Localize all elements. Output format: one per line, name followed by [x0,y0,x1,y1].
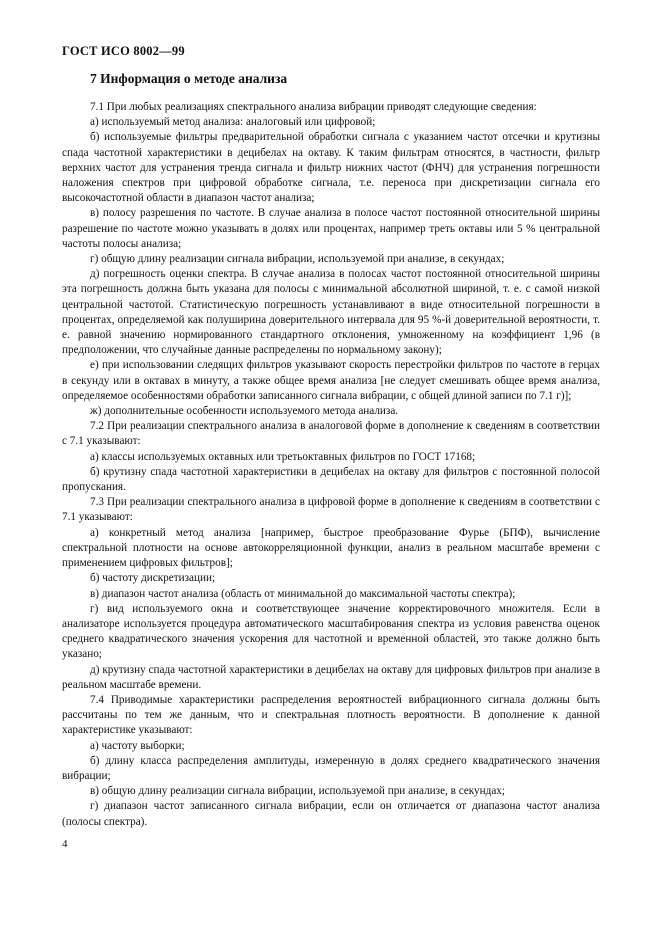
list-item: д) крутизну спада частотной характеристики в децибелах на октаву для цифровых фильтров при анализе в реальном масштабе времени. [62,663,600,691]
paragraph-7-1: 7.1 При любых реализациях спектрального анализа вибрации приводят следующие сведения: [90,101,537,113]
list-item: б) частоту дискретизации; [90,572,216,585]
list-item: а) частоту выборки; [90,739,185,752]
list-item: д) погрешность оценки спектра. В случае анализа в полосах частот постоянной относительной ширины эта погрешность должна быть указана для полосы с минимальной абсолютной шириной, т. е. с самой низкой центральной частотой. Статистическую погрешность устанавливают в виде относительной погрешности в процентах, определяемой как полуширина доверительного интервала для 95 %-й доверительной вероятности, т. е. равной значению нормированного стандартного отклонения, умноженному на коэффициент 1,96 (в предположении, что случайные данные распределены по нормальному закону); [62,268,600,357]
paragraph-7-2: 7.2 При реализации спектрального анализа в аналоговой форме в дополнение к сведениям в соответствии с 7.1 указывают: [62,420,600,448]
list-item: ж) дополнительные особенности используемого метода анализа. [90,405,399,418]
document-header: ГОСТ ИСО 8002—99 [62,44,185,58]
list-item: г) вид используемого окна и соответствующее значение корректировочного множителя. Если в анализаторе используется процедура автоматического масштабирования спектра из условия равенства оценок среднего квадратического значения ускорения для частотной и временной областей, это также должно быть указано; [62,602,600,661]
list-item: г) диапазон частот записанного сигнала вибрации, если он отличается от диапазона частот анализа (полосы спектра). [62,800,600,828]
section-body [62,100,600,830]
page-number: 4 [62,838,68,850]
list-item: в) полосу разрешения по частоте. В случае анализа в полосе частот постоянной относительной ширины разрешение по частоте можно указывать в долях или процентах, например треть октавы или 5 % центральной частоты полосы анализа; [62,207,600,250]
list-item: б) длину класса распределения амплитуды, измеренную в долях среднего квадратического значения вибрации; [62,754,600,782]
list-item: а) используемый метод анализа: аналоговый или цифровой; [90,116,376,129]
paragraph-7-3: 7.3 При реализации спектрального анализа в цифровой форме в дополнение к сведениям в соответствии с 7.1 указывают: [62,496,600,524]
section-title: 7 Информация о методе анализа [90,71,288,86]
paragraph-7-4: 7.4 Приводимые характеристики распределения вероятностей вибрационного сигнала должны быть рассчитаны по тем же данным, что и спектральная плотность вероятности. В дополнение к данной характеристике указывают: [62,693,600,737]
list-item: г) общую длину реализации сигнала вибрации, используемой при анализе, в секундах; [90,253,505,266]
list-item: б) используемые фильтры предварительной обработки сигнала с указанием частот отсечки и крутизны спада частотной характеристики в децибелах на октаву. К таким фильтрам относятся, в частности, фильтр верхних частот для устранения тренда сигнала и фильтр нижних частот (ФНЧ) для устранения погрешности наложения спектров при цифровой обработке сигнала, т.е. переноса при дискретизации сигнала его высокочастотной области в диапазон частот анализа; [62,131,600,205]
list-item: а) классы используемых октавных или третьоктавных фильтров по ГОСТ 17168; [90,450,476,463]
list-item: в) общую длину реализации сигнала вибрации, используемой при анализе, в секундах; [90,785,505,798]
list-item: б) крутизну спада частотной характеристики в децибелах на октаву для фильтров с постоянной полосой пропускания. [62,465,600,494]
list-item: е) при использовании следящих фильтров указывают скорость перестройки фильтров по частоте в герцах в секунду или в октавах в минуту, а также общее время анализа [не следует смешивать общее время анализа, определяемое особенностями обработки записанного сигнала вибрации, с общей длиной записи по 7.1 г)]; [62,359,600,402]
list-item: в) диапазон частот анализа (область от минимальной до максимальной частоты спектра); [90,587,516,600]
list-item: а) конкретный метод анализа [например, быстрое преобразование Фурье (БПФ), вычисление спектральной плотности на основе автокорреляционной функции, анализ в реальном масштабе времени с применением цифровых фильтров]; [62,526,600,570]
